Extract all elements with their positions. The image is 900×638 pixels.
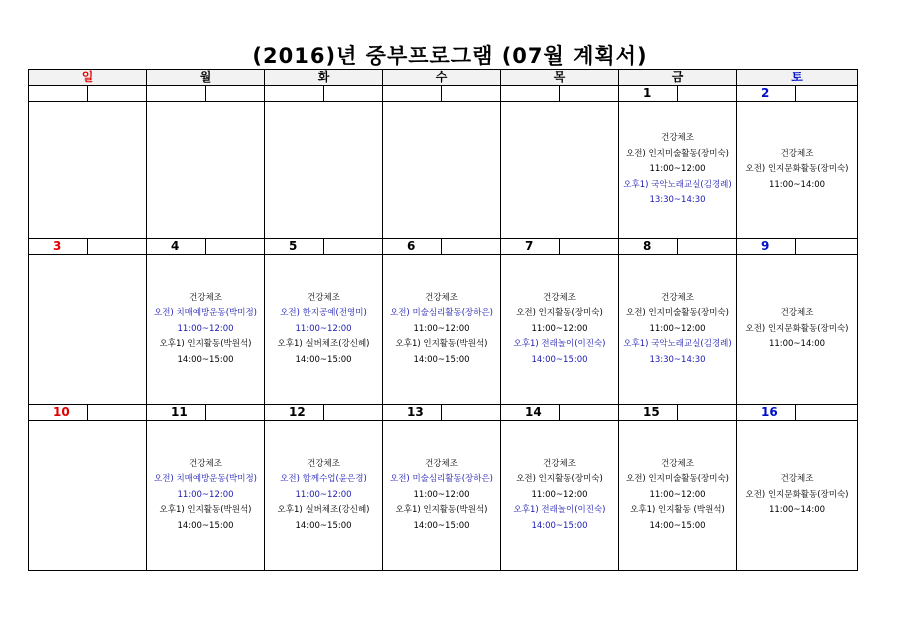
date-number: 15 <box>619 405 678 421</box>
date-number: 1 <box>619 86 678 102</box>
schedule-line: 오전) 한지공예(전영미) <box>280 308 367 319</box>
date-number: 7 <box>501 239 560 255</box>
schedule-line: 11:00~12:00 <box>413 323 470 334</box>
schedule-line: 11:00~12:00 <box>531 323 588 334</box>
schedule-row <box>29 102 858 239</box>
schedule-line: 오전) 치매예방운동(박미정) <box>154 308 257 319</box>
weekday-header: 금 <box>619 70 737 86</box>
day-schedule-cell <box>501 102 619 239</box>
schedule-line: 오전) 인지문화활동(장미숙) <box>745 164 849 175</box>
date-number-row <box>29 239 858 255</box>
date-note-cell <box>88 405 147 421</box>
date-number-row <box>29 405 858 421</box>
date-number: 9 <box>737 239 796 255</box>
schedule-line: 건강체조 <box>425 292 458 303</box>
day-schedule-cell <box>29 102 147 239</box>
schedule-line: 11:00~12:00 <box>649 164 706 175</box>
date-number: 16 <box>737 405 796 421</box>
day-schedule-cell <box>501 421 619 571</box>
date-note-cell <box>206 86 265 102</box>
schedule-line: 14:00~15:00 <box>295 520 352 531</box>
weekday-header: 목 <box>501 70 619 86</box>
date-note-cell <box>442 239 501 255</box>
schedule-line: 11:00~12:00 <box>531 489 588 500</box>
day-schedule-cell <box>619 102 737 239</box>
date-note-cell <box>796 405 858 421</box>
schedule-line: 오전) 인지미술활동(장미숙) <box>626 308 729 319</box>
weekday-header: 일 <box>29 70 147 86</box>
schedule-line: 11:00~12:00 <box>177 489 234 500</box>
schedule-line: 건강체조 <box>543 458 576 469</box>
date-number: 14 <box>501 405 560 421</box>
date-number: 4 <box>147 239 206 255</box>
schedule-line: 13:30~14:30 <box>649 354 706 365</box>
day-schedule-cell <box>383 255 501 405</box>
schedule-line: 오후1) 인지활동(박원석) <box>159 505 252 516</box>
schedule-line: 건강체조 <box>661 292 694 303</box>
schedule-line: 11:00~14:00 <box>768 179 826 190</box>
schedule-line: 오전) 인지문화활동(장미숙) <box>745 323 849 334</box>
schedule-line: 오후1) 전래놀이(이진숙) <box>513 339 606 350</box>
day-schedule-cell <box>147 255 265 405</box>
date-note-cell <box>206 405 265 421</box>
schedule-line: 11:00~14:00 <box>768 339 826 350</box>
date-number: 2 <box>737 86 796 102</box>
schedule-line: 11:00~12:00 <box>649 323 706 334</box>
schedule-line: 14:00~15:00 <box>531 520 588 531</box>
date-note-cell <box>324 86 383 102</box>
day-schedule-cell <box>147 102 265 239</box>
schedule-line: 오전) 미술심리활동(장하은) <box>390 308 493 319</box>
date-number: 3 <box>29 239 88 255</box>
day-schedule-cell <box>383 421 501 571</box>
date-note-cell <box>206 239 265 255</box>
day-schedule-cell <box>619 421 737 571</box>
date-note-cell <box>796 239 858 255</box>
schedule-line: 오전) 인지미술활동(장미숙) <box>626 148 729 159</box>
calendar-table <box>28 69 858 571</box>
date-number: 12 <box>265 405 324 421</box>
schedule-line: 13:30~14:30 <box>649 195 706 206</box>
schedule-line: 오후1) 국악노래교실(김경례) <box>623 339 732 350</box>
schedule-line: 오후1) 국악노래교실(김경례) <box>623 179 732 190</box>
schedule-row <box>29 255 858 405</box>
weekday-header-row <box>29 70 858 86</box>
day-schedule-cell <box>501 255 619 405</box>
date-number <box>147 86 206 102</box>
weekday-header: 토 <box>737 70 858 86</box>
day-schedule-cell <box>265 421 383 571</box>
date-number <box>501 86 560 102</box>
weekday-header: 월 <box>147 70 265 86</box>
schedule-line: 14:00~15:00 <box>295 354 352 365</box>
day-schedule-cell <box>29 255 147 405</box>
schedule-line: 건강체조 <box>425 458 458 469</box>
date-number: 8 <box>619 239 678 255</box>
schedule-line: 11:00~12:00 <box>649 489 706 500</box>
date-number: 5 <box>265 239 324 255</box>
schedule-line: 오후1) 실버체조(강신혜) <box>277 505 370 516</box>
schedule-line: 11:00~14:00 <box>768 505 826 516</box>
schedule-line: 오전) 치매예방운동(박미정) <box>154 474 257 485</box>
date-note-cell <box>560 405 619 421</box>
date-number: 10 <box>29 405 88 421</box>
schedule-line: 오후1) 인지활동(박원석) <box>159 339 252 350</box>
schedule-line: 건강체조 <box>189 458 222 469</box>
day-schedule-cell <box>737 102 858 239</box>
date-number: 13 <box>383 405 442 421</box>
day-schedule-cell <box>383 102 501 239</box>
date-note-cell <box>678 239 737 255</box>
schedule-line: 건강체조 <box>780 308 814 319</box>
date-number: 11 <box>147 405 206 421</box>
schedule-line: 11:00~12:00 <box>413 489 470 500</box>
day-schedule-cell <box>737 421 858 571</box>
schedule-line: 건강체조 <box>307 292 340 303</box>
schedule-line: 11:00~12:00 <box>295 489 352 500</box>
date-note-cell <box>678 86 737 102</box>
schedule-line: 오후1) 인지활동(박원석) <box>395 339 488 350</box>
date-number-row <box>29 86 858 102</box>
date-note-cell <box>560 239 619 255</box>
schedule-row <box>29 421 858 571</box>
date-note-cell <box>88 239 147 255</box>
schedule-line: 건강체조 <box>661 133 694 144</box>
date-note-cell <box>88 86 147 102</box>
schedule-line: 건강체조 <box>780 474 814 485</box>
schedule-line: 오전) 인지활동(장미숙) <box>516 308 603 319</box>
date-note-cell <box>678 405 737 421</box>
weekday-header: 화 <box>265 70 383 86</box>
date-number <box>383 86 442 102</box>
schedule-line: 14:00~15:00 <box>531 354 588 365</box>
date-note-cell <box>442 405 501 421</box>
day-schedule-cell <box>29 421 147 571</box>
date-number: 6 <box>383 239 442 255</box>
day-schedule-cell <box>737 255 858 405</box>
schedule-line: 오후1) 인지활동 (박원석) <box>630 505 725 516</box>
page-title: (2016)년 중부프로그램 (07월 계획서) <box>252 44 648 68</box>
date-note-cell <box>324 239 383 255</box>
date-number <box>265 86 324 102</box>
date-note-cell <box>442 86 501 102</box>
schedule-line: 오후1) 실버체조(강신혜) <box>277 339 370 350</box>
weekday-header: 수 <box>383 70 501 86</box>
schedule-line: 오후1) 전래놀이(이진숙) <box>513 505 606 516</box>
schedule-line: 건강체조 <box>661 458 694 469</box>
schedule-line: 오전) 미술심리활동(장하은) <box>390 474 493 485</box>
schedule-line: 14:00~15:00 <box>177 520 234 531</box>
schedule-line: 14:00~15:00 <box>649 520 706 531</box>
schedule-line: 건강체조 <box>780 148 814 159</box>
date-note-cell <box>560 86 619 102</box>
date-note-cell <box>796 86 858 102</box>
date-number <box>29 86 88 102</box>
schedule-line: 14:00~15:00 <box>413 354 470 365</box>
schedule-line: 오전) 인지미술활동(장미숙) <box>626 474 729 485</box>
schedule-line: 건강체조 <box>307 458 340 469</box>
day-schedule-cell <box>265 255 383 405</box>
schedule-line: 14:00~15:00 <box>413 520 470 531</box>
day-schedule-cell <box>619 255 737 405</box>
date-note-cell <box>324 405 383 421</box>
schedule-line: 11:00~12:00 <box>295 323 352 334</box>
schedule-line: 오후1) 인지활동(박원석) <box>395 505 488 516</box>
schedule-line: 건강체조 <box>543 292 576 303</box>
schedule-line: 14:00~15:00 <box>177 354 234 365</box>
schedule-line: 오전) 인지활동(장미숙) <box>516 474 603 485</box>
schedule-line: 오전) 인지문화활동(장미숙) <box>745 489 849 500</box>
day-schedule-cell <box>265 102 383 239</box>
day-schedule-cell <box>147 421 265 571</box>
schedule-line: 건강체조 <box>189 292 222 303</box>
schedule-line: 11:00~12:00 <box>177 323 234 334</box>
schedule-line: 오전) 함께수업(윤은경) <box>280 474 367 485</box>
